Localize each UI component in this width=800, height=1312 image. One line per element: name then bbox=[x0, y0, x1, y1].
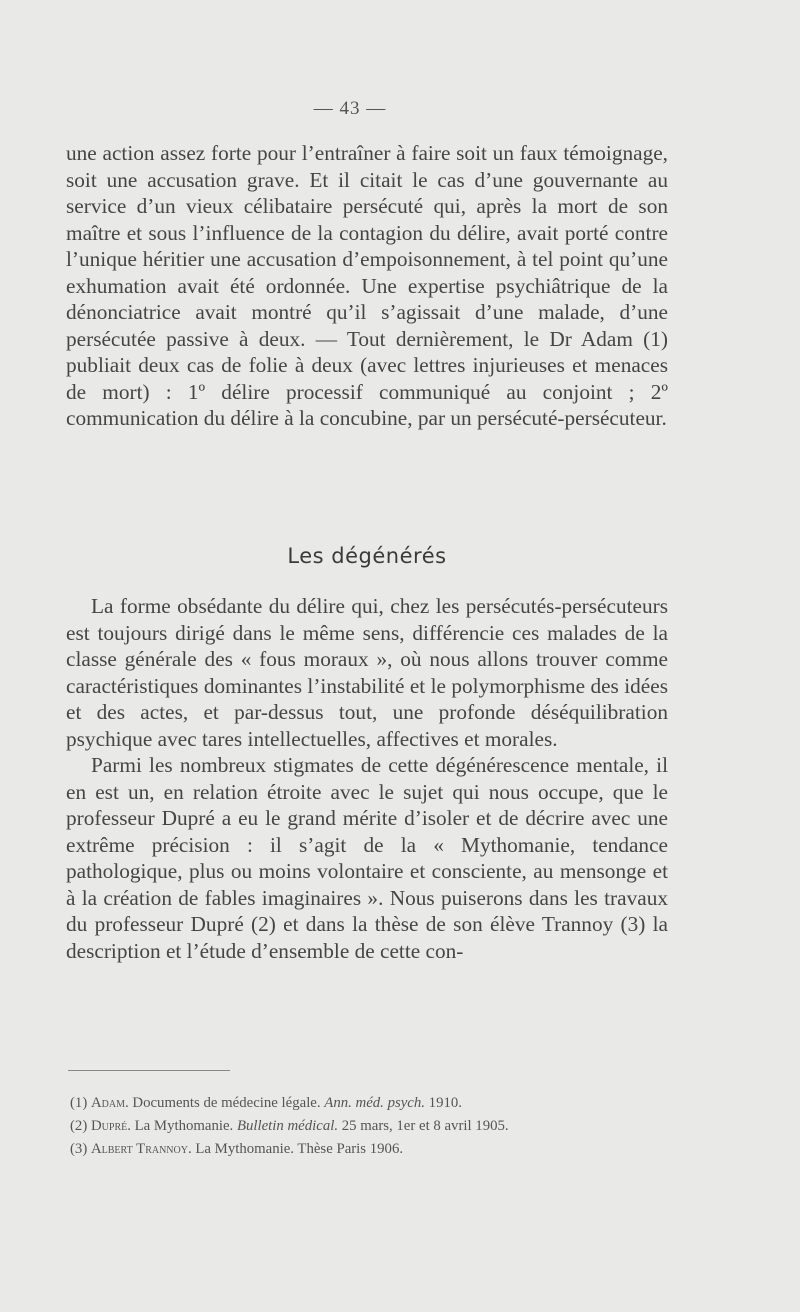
paragraph-text: Parmi les nombreux stigmates de cette dégénérescence mentale, il en est un, en relation étroite avec le sujet qui nous occupe, que le professeur Dupré a eu le grand mérite d’isoler et de décrire avec une extrême précision : il s’agit de la « Mythomanie, tendance pathologique, plus ou moins volontaire et consciente, au mensonge et à la création de fables imaginaires ». Nous puiserons dans les travaux du professeur Dupré (2) et dans la thèse de son élève Trannoy (3) la description et l’étude d’ensemble de cette con- bbox=[66, 753, 668, 963]
footnotes bbox=[70, 1092, 690, 1161]
page-number: — 43 — bbox=[313, 98, 387, 119]
footnote-source: Ann. méd. psych. bbox=[324, 1095, 425, 1111]
footnote-title: Documents de médecine légale. bbox=[132, 1095, 321, 1111]
footnote-author: Adam. bbox=[90, 1095, 129, 1111]
body-paragraph-1 bbox=[66, 140, 668, 432]
footnote-3 bbox=[70, 1138, 690, 1161]
paragraph-text: une action assez forte pour l’entraîner à faire soit un faux témoignage, soit une accusation grave. Et il citait le cas d’une gouvernante au service d’un vieux célibataire persécuté qui, après la mort de son maître et sous l’influence de la contagion du délire, avait porté contre l’unique héritier une accusation d’empoisonnement, à tel point qu’une exhumation avait été ordonnée. Une expertise psychiâtrique de la dénonciatrice avait montré qu’il s’agissait d’une malade, d’une persécutée passive à deux. — Tout dernièrement, le Dr Adam (1) publiait deux cas de folie à deux (avec lettres injurieuses et menaces de mort) : 1º délire processif communiqué au conjoint ; 2º communication du délire à la concubine, par un persécuté-persécuteur. bbox=[66, 141, 668, 430]
footnote-author: Albert Trannoy. bbox=[90, 1141, 192, 1157]
footnote-1 bbox=[70, 1092, 690, 1115]
footnote-source: Bulletin médical. bbox=[236, 1118, 339, 1134]
section-heading: Les dégénérés bbox=[287, 544, 447, 568]
footnote-divider bbox=[68, 1070, 230, 1071]
footnote-date: 1910. bbox=[428, 1095, 462, 1111]
paragraph-text: La forme obsédante du délire qui, chez les persécutés-persécuteurs est toujours dirigé dans le même sens, différencie ces malades de la classe générale des « fous moraux », où nous allons trouver comme caractéristiques dominantes l’instabilité et le polymorphisme des idées et des actes, et par-dessus tout, une profonde déséquilibration psychique avec tares intellectuelles, affectives et morales. bbox=[66, 594, 668, 751]
footnote-date: 25 mars, 1er et 8 avril 1905. bbox=[341, 1118, 509, 1134]
body-paragraphs-2-3 bbox=[66, 593, 668, 964]
footnote-title: La Mythomanie. Thèse Paris 1906. bbox=[195, 1141, 404, 1157]
footnote-number: (2) bbox=[70, 1118, 88, 1134]
footnote-author: Dupré. bbox=[90, 1118, 131, 1134]
footnote-number: (1) bbox=[70, 1095, 88, 1111]
footnote-title: La Mythomanie. bbox=[134, 1118, 234, 1134]
footnote-number: (3) bbox=[70, 1141, 88, 1157]
footnote-2 bbox=[70, 1115, 690, 1138]
